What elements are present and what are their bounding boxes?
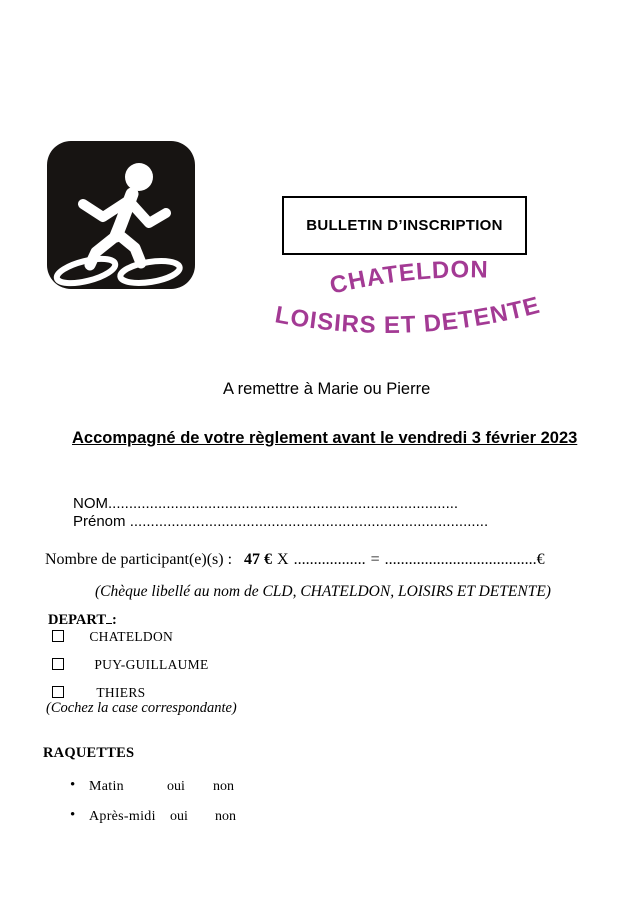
equals-sign: = [370,551,380,568]
nom-fill-line[interactable]: .................................................................................... [108,495,459,512]
form-title: BULLETIN D’INSCRIPTION [306,217,503,234]
prenom-field-row [73,513,503,530]
snowshoe-walker-icon [46,140,196,290]
depart-title-colon: : [112,612,117,628]
nom-field-row [73,495,503,512]
oui-option[interactable]: oui [167,779,185,794]
multiply-sign: X [277,551,289,568]
raquettes-row-matin [0,779,633,797]
option-label: PUY-GUILLAUME [94,657,209,672]
row-label: Matin [89,779,124,794]
cochez-note: (Cochez la case correspondante) [46,700,237,716]
participants-count-fill-line[interactable]: .................. [293,551,366,568]
depart-option-thiers [52,685,145,701]
bullet-icon: • [70,777,76,793]
depart-option-puy-guillaume [52,657,209,673]
price-per-person: 47 € [244,551,273,568]
depart-option-chateldon [52,629,173,645]
total-fill-line[interactable]: ...................................... [384,551,537,568]
club-wordart [270,252,564,347]
option-label: THIERS [96,685,146,700]
participants-label: Nombre de participant(e)(s) : [45,551,233,568]
raquettes-row-apres-midi [0,809,633,827]
title-box [282,196,527,255]
remit-note: A remettre à Marie ou Pierre [223,380,431,398]
bullet-icon: • [70,807,76,823]
checkbox-icon[interactable] [52,686,64,698]
wordart-line1: CHATELDON [327,256,489,300]
checkbox-icon[interactable] [52,630,64,642]
option-label: CHATELDON [89,629,174,644]
depart-title-text: DEPART [48,612,107,628]
oui-option[interactable]: oui [170,809,188,824]
euro-sign: € [536,551,545,568]
depart-section-title [48,612,117,629]
deadline-note: Accompagné de votre règlement avant le vendredi 3 février 2023 [72,429,578,447]
prenom-label: Prénom [73,513,130,530]
prenom-fill-line[interactable]: ...................................................................................... [129,513,489,530]
row-label: Après-midi [89,809,156,824]
non-option[interactable]: non [215,809,236,824]
nom-label: NOM [73,495,108,512]
participants-row [45,551,545,569]
cheque-note: (Chèque libellé au nom de CLD, CHATELDON, LOISIRS ET DETENTE) [95,583,551,600]
wordart-line2: LOISIRS ET DETENTE [272,291,544,339]
non-option[interactable]: non [213,779,234,794]
raquettes-section-title: RAQUETTES [43,745,135,761]
checkbox-icon[interactable] [52,658,64,670]
